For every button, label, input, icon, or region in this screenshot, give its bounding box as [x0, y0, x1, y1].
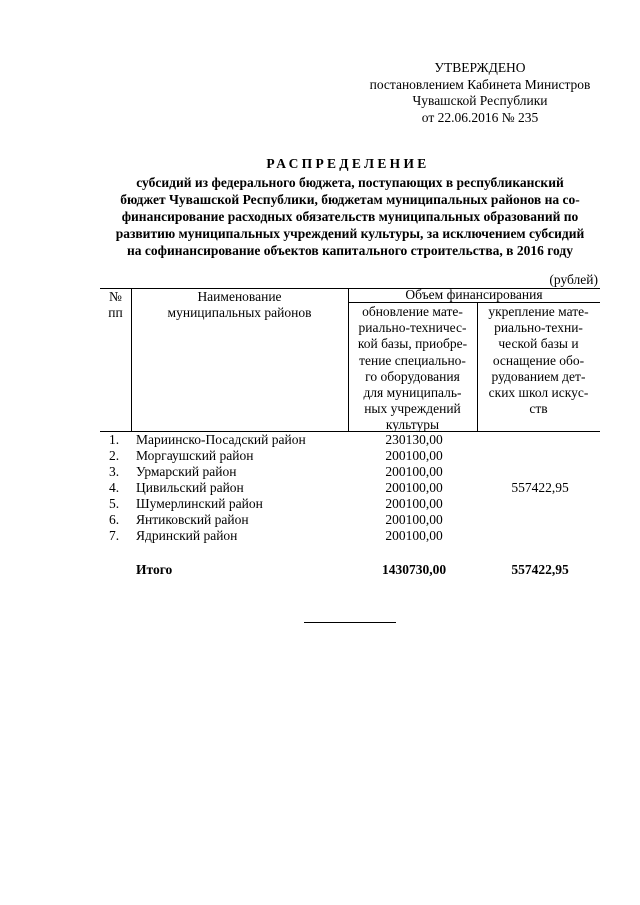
header-col2-line: оснащение обо-: [492, 352, 585, 368]
subtitle-line: бюджет Чувашской Республики, бюджетам муниципальных районов на со-: [120, 192, 580, 207]
header-col1-line: для муниципаль-: [363, 385, 462, 401]
header-col-art-schools: [477, 304, 600, 417]
table-total-row: [0, 562, 640, 578]
table-row: [0, 480, 640, 496]
row-equipment-amount: 200100,00: [385, 480, 443, 495]
header-col1-line: культуры: [385, 417, 440, 433]
row-equipment-amount: 200100,00: [385, 448, 443, 463]
header-col1-line: обновление мате-: [362, 304, 463, 319]
table-row: [0, 464, 640, 480]
total-equipment-amount: 1430730,00: [381, 562, 447, 577]
row-number: 3.: [108, 464, 120, 479]
header-col1-line: риально-техничес-: [358, 320, 467, 336]
table-row: [0, 512, 640, 528]
row-district: Ядринский район: [136, 528, 238, 543]
header-name-line: муниципальных районов: [167, 305, 312, 321]
header-col-equipment: [348, 304, 477, 434]
header-num: [100, 289, 131, 321]
row-number: 7.: [108, 528, 120, 543]
total-label: Итого: [136, 562, 173, 577]
row-equipment-amount: 200100,00: [385, 464, 443, 479]
row-equipment-amount: 200100,00: [385, 512, 443, 527]
header-col2-line: ств: [529, 401, 548, 417]
header-district-name: [131, 289, 348, 321]
table-row: [0, 528, 640, 544]
header-financing-volume: Объем финансирования: [405, 287, 543, 302]
row-district: Шумерлинский район: [136, 496, 263, 511]
row-art-school-amount: 557422,95: [511, 480, 569, 495]
document-subtitle: [92, 174, 608, 259]
row-district: Урмарский район: [136, 464, 237, 479]
header-col1-line: тение специально-: [359, 352, 466, 368]
row-equipment-amount: 230130,00: [385, 432, 443, 447]
header-col1-line: кой базы, приобре-: [357, 336, 468, 352]
row-number: 6.: [108, 512, 120, 527]
row-district: Моргаушский район: [136, 448, 254, 463]
subtitle-line: на софинансирование объектов капитального строительства, в 2016 году: [127, 243, 573, 258]
header-num-line: пп: [108, 305, 123, 321]
approval-date-number: от 22.06.2016 № 235: [421, 109, 539, 125]
approval-republic: Чувашской Республики: [412, 93, 548, 108]
row-equipment-amount: 200100,00: [385, 528, 443, 543]
subtitle-line: развитию муниципальных учреждений культуры, за исключением субсидий: [115, 226, 585, 241]
approval-issuer: постановлением Кабинета Министров: [369, 76, 591, 92]
header-col2-line: ческой базы и: [498, 336, 579, 352]
header-col1-line: го оборудования: [365, 368, 460, 384]
header-col1-line: ных учреждений: [364, 401, 461, 417]
header-col2-line: ских школ искус-: [488, 385, 589, 401]
total-art-school-amount: 557422,95: [511, 562, 569, 577]
row-equipment-amount: 200100,00: [385, 496, 443, 511]
row-district: Цивильский район: [136, 480, 244, 495]
header-col2-line: укрепление мате-: [488, 304, 589, 319]
subtitle-line: финансирование расходных обязательств муниципальных образований по: [121, 209, 579, 224]
approval-title: УТВЕРЖДЕНО: [434, 60, 526, 75]
header-num-line: №: [109, 289, 122, 304]
table-row: [0, 432, 640, 448]
approval-block: [360, 60, 600, 126]
unit-label: (рублей): [549, 272, 598, 287]
row-number: 5.: [108, 496, 120, 511]
row-district: Мариинско-Посадский район: [136, 432, 306, 447]
row-number: 1.: [108, 432, 120, 447]
table-row: [0, 448, 640, 464]
closing-rule: [304, 622, 396, 623]
header-name-line: Наименование: [197, 289, 282, 304]
row-number: 2.: [108, 448, 120, 463]
header-col2-line: риально-техни-: [494, 320, 583, 336]
table-row: [0, 496, 640, 512]
document-title: РАСПРЕДЕЛЕНИЕ: [266, 156, 430, 171]
row-number: 4.: [108, 480, 120, 495]
subtitle-line: субсидий из федерального бюджета, поступающих в республиканский: [136, 175, 564, 190]
row-district: Янтиковский район: [136, 512, 249, 527]
header-col2-line: рудованием дет-: [491, 368, 586, 384]
